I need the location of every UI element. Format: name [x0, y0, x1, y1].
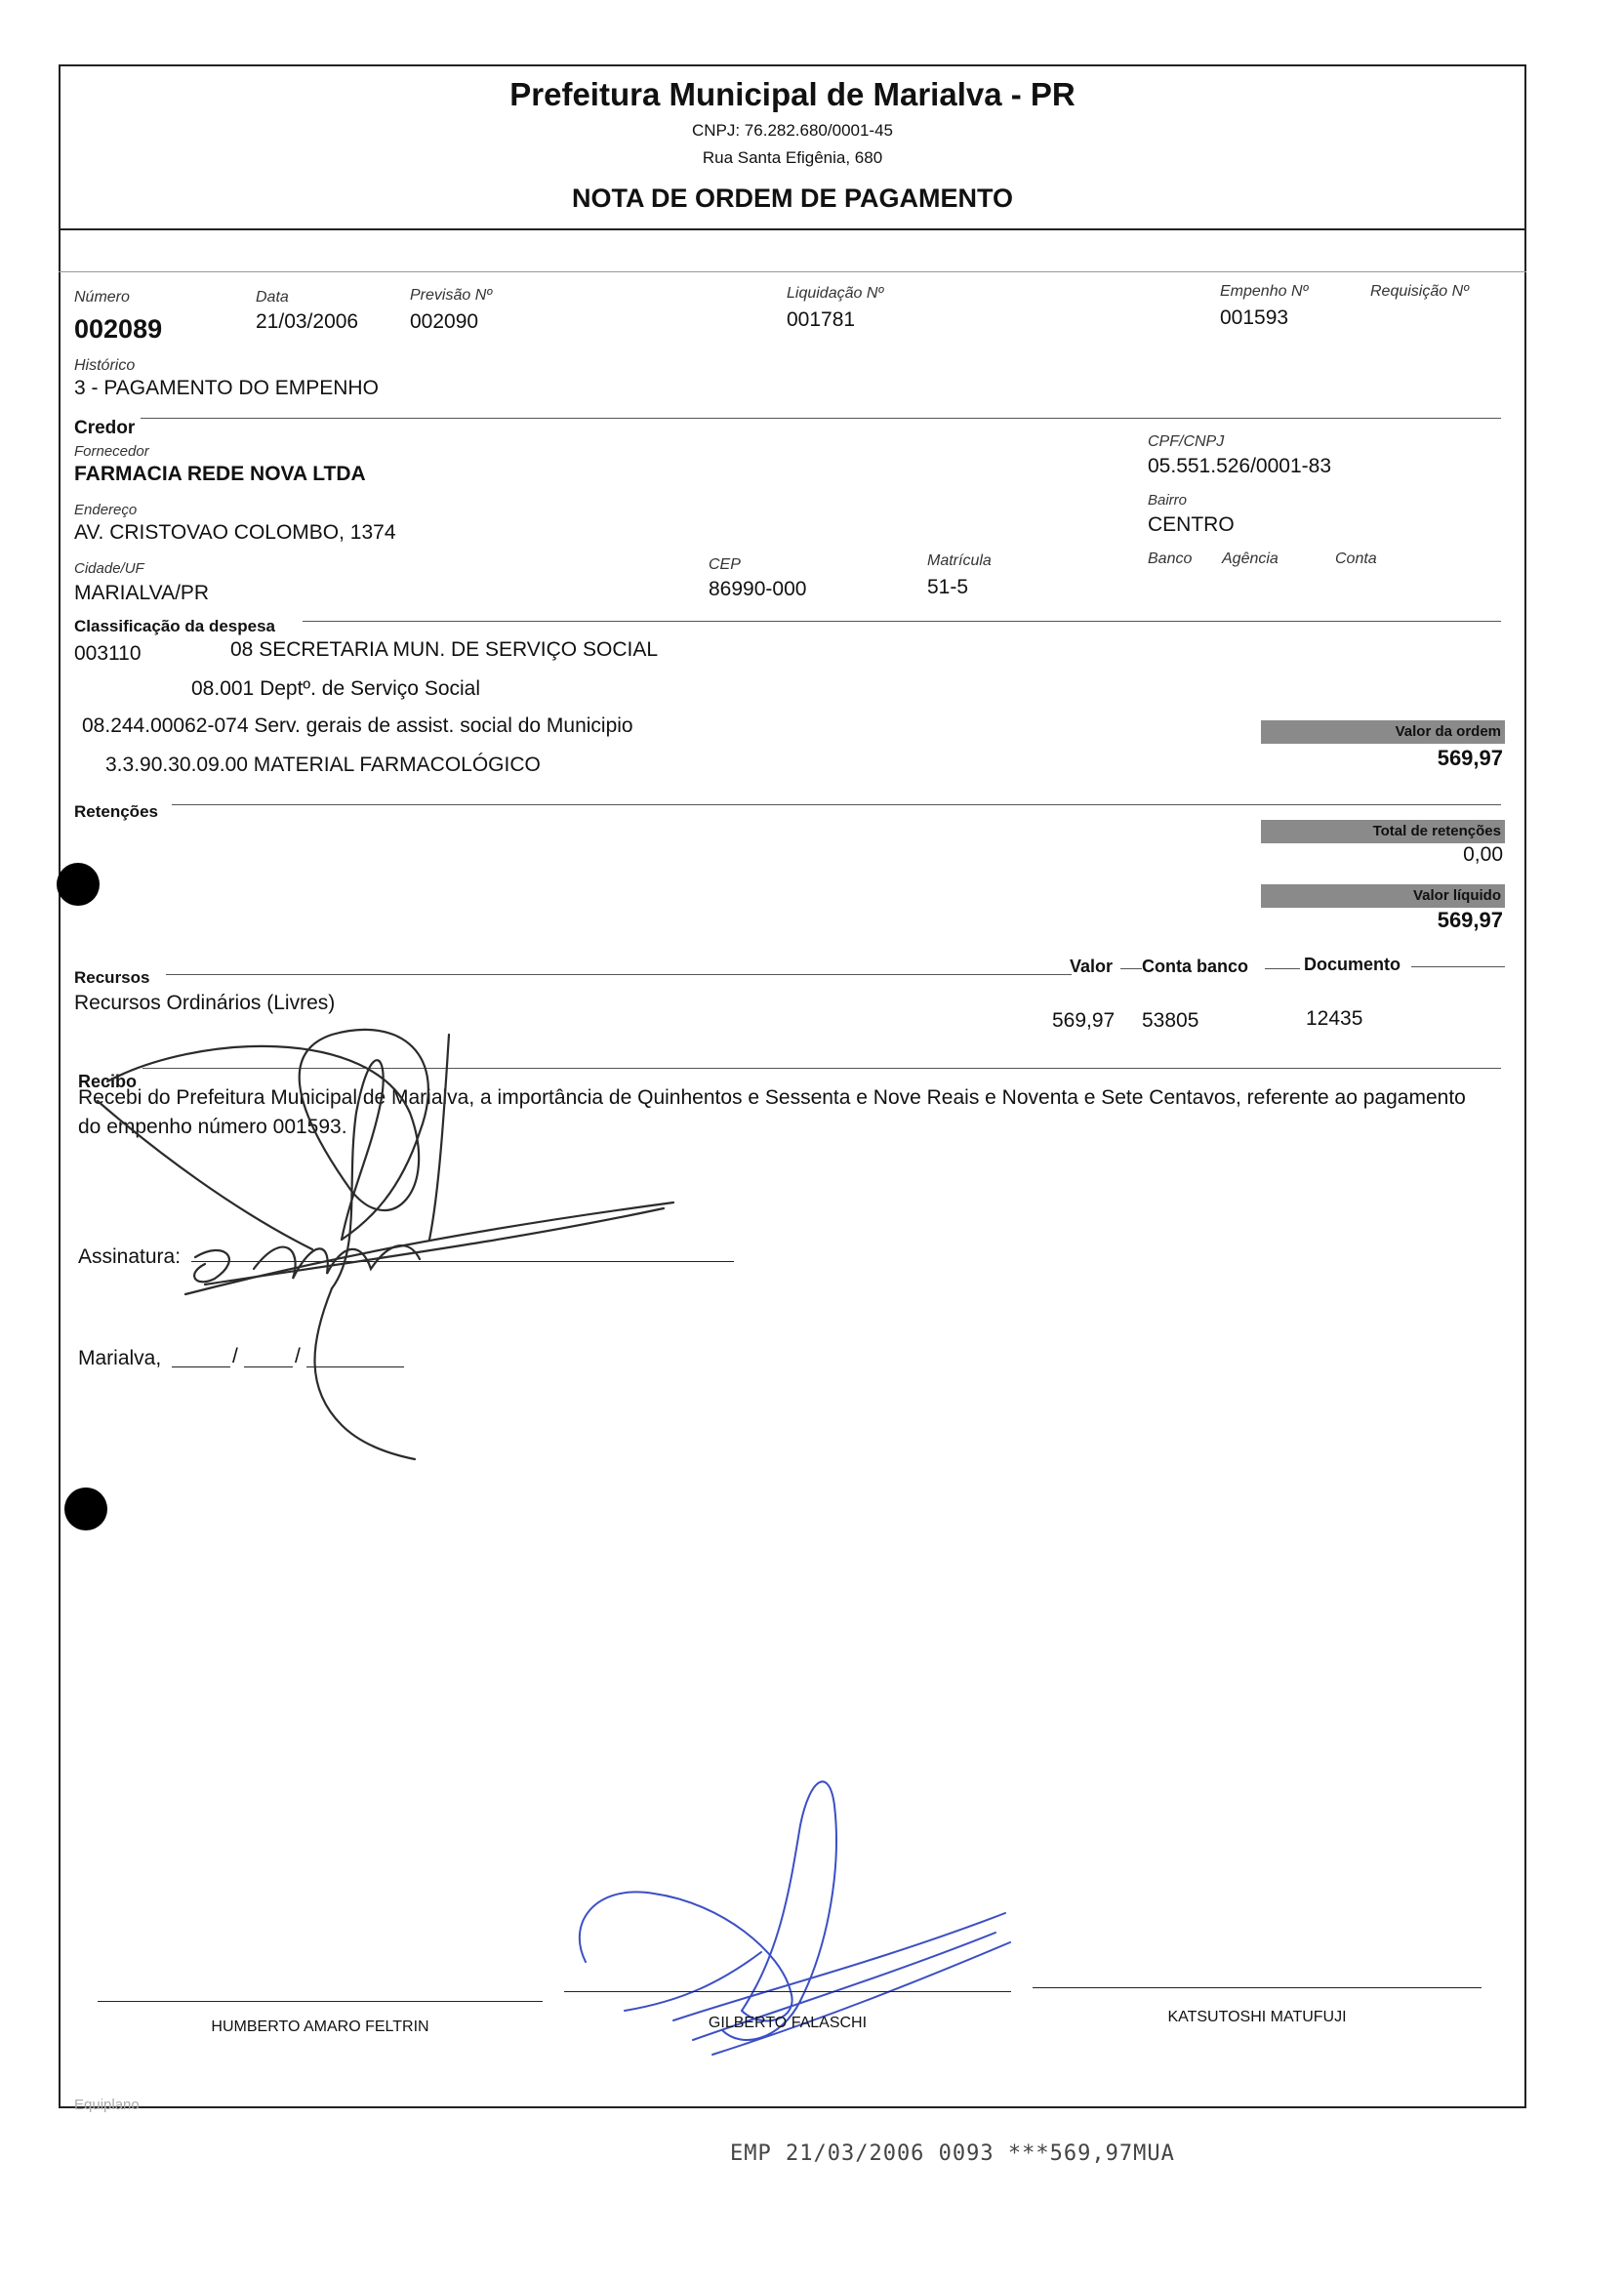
recursos-conta: 53805 — [1142, 1009, 1199, 1032]
recibo-text: Recebi do Prefeitura Municipal de Marialva, a importância de Quinhentos e Sessenta e Nove Reais e Noventa e Sete Centavos, referente ao pagamento do empenho número 001593. — [78, 1086, 1466, 1138]
credor-section-title: Credor — [74, 418, 136, 438]
fornecedor-value: FARMACIA REDE NOVA LTDA — [74, 463, 366, 485]
cep-value: 86990-000 — [709, 578, 807, 600]
recursos-conta-sep — [1265, 968, 1300, 969]
matricula-value: 51-5 — [927, 576, 969, 598]
classificacao-departamento: 08.001 Deptº. de Serviço Social — [191, 677, 481, 700]
signatory-name-1: HUMBERTO AMARO FELTRIN — [211, 2018, 429, 2035]
classificacao-section-title: Classificação da despesa — [74, 617, 276, 635]
recursos-documento: 12435 — [1306, 1007, 1363, 1030]
signatory-name-3: KATSUTOSHI MATUFUJI — [1167, 2009, 1347, 2025]
historico-value: 3 - PAGAMENTO DO EMPENHO — [74, 377, 379, 399]
total-retencoes-label: Total de retenções — [1261, 820, 1505, 843]
signatory-line-2 — [564, 1991, 1011, 1992]
recibo-section-title: Recibo — [78, 1072, 138, 1091]
liquidacao-value: 001781 — [787, 308, 856, 331]
endereco-value: AV. CRISTOVAO COLOMBO, 1374 — [74, 521, 396, 544]
recursos-section-title: Recursos — [74, 968, 150, 987]
page-title: Prefeitura Municipal de Marialva - PR — [509, 76, 1076, 112]
numero-value: 002089 — [74, 314, 163, 344]
document-title: NOTA DE ORDEM DE PAGAMENTO — [571, 183, 1013, 213]
bairro-label: Bairro — [1148, 492, 1188, 509]
recibo-signature — [78, 996, 703, 1464]
local-label: Marialva, — [78, 1347, 162, 1369]
signatory-line-3 — [1033, 1987, 1482, 1988]
classificacao-divider — [303, 621, 1501, 622]
banco-label: Banco — [1148, 550, 1193, 567]
header-divider — [59, 228, 1526, 230]
date-sep-2: / — [295, 1345, 301, 1367]
header-subdivider — [59, 271, 1526, 272]
payment-stamp: EMP 21/03/2006 0093 ***569,97MUA — [730, 2141, 1175, 2166]
binder-hole-bottom — [64, 1488, 107, 1530]
signatory-line-1 — [98, 2001, 543, 2002]
cidade-value: MARIALVA/PR — [74, 582, 210, 604]
cpf-value: 05.551.526/0001-83 — [1148, 455, 1332, 477]
empenho-value: 001593 — [1220, 306, 1289, 329]
classificacao-programa: 08.244.00062-074 Serv. gerais de assist. social do Municipio — [82, 714, 633, 737]
software-watermark: Equiplano — [74, 2097, 140, 2113]
numero-label: Número — [74, 289, 130, 306]
address-line: Rua Santa Efigênia, 680 — [702, 148, 883, 167]
data-label: Data — [256, 289, 289, 306]
bairro-value: CENTRO — [1148, 513, 1235, 536]
matricula-label: Matrícula — [927, 552, 992, 569]
cnpj-line: CNPJ: 76.282.680/0001-45 — [691, 121, 894, 140]
valor-ordem-value: 569,97 — [1437, 746, 1503, 770]
recursos-divider — [166, 974, 1072, 975]
classificacao-code: 003110 — [74, 642, 142, 665]
credor-divider — [141, 418, 1501, 419]
historico-label: Histórico — [74, 357, 136, 374]
cep-label: CEP — [709, 556, 741, 573]
classificacao-elemento: 3.3.90.30.09.00 MATERIAL FARMACOLÓGICO — [105, 754, 541, 776]
cidade-label: Cidade/UF — [74, 560, 144, 577]
assinatura-label: Assinatura: — [78, 1245, 182, 1268]
classificacao-secretaria: 08 SECRETARIA MUN. DE SERVIÇO SOCIAL — [230, 638, 659, 661]
liquidacao-label: Liquidação Nº — [787, 285, 884, 302]
recursos-valor-sep — [1120, 968, 1142, 969]
total-retencoes-value: 0,00 — [1463, 843, 1503, 866]
recursos-valor: 569,97 — [1052, 1009, 1116, 1032]
cpf-label: CPF/CNPJ — [1148, 433, 1225, 450]
retencoes-divider — [172, 804, 1501, 805]
recursos-fonte: Recursos Ordinários (Livres) — [74, 992, 336, 1014]
recursos-conta-label: Conta banco — [1142, 957, 1249, 976]
recursos-documento-sep — [1411, 966, 1505, 967]
signatory-name-2: GILBERTO FALASCHI — [708, 2015, 868, 2031]
previsao-value: 002090 — [410, 310, 479, 333]
recursos-documento-label: Documento — [1304, 955, 1401, 974]
valor-liquido-value: 569,97 — [1437, 908, 1503, 932]
data-value: 21/03/2006 — [256, 310, 359, 333]
fornecedor-label: Fornecedor — [74, 443, 149, 460]
recursos-valor-label: Valor — [1070, 957, 1114, 976]
date-sep-1: / — [232, 1345, 238, 1367]
conta-label: Conta — [1335, 550, 1377, 567]
endereco-label: Endereço — [74, 502, 138, 518]
empenho-label: Empenho Nº — [1220, 283, 1309, 300]
valor-liquido-label: Valor líquido — [1261, 884, 1505, 908]
previsao-label: Previsão Nº — [410, 287, 493, 304]
requisicao-label: Requisição Nº — [1370, 283, 1469, 300]
retencoes-section-title: Retenções — [74, 802, 158, 821]
agencia-label: Agência — [1222, 550, 1279, 567]
binder-hole-top — [57, 863, 100, 906]
valor-ordem-label: Valor da ordem — [1261, 720, 1505, 744]
